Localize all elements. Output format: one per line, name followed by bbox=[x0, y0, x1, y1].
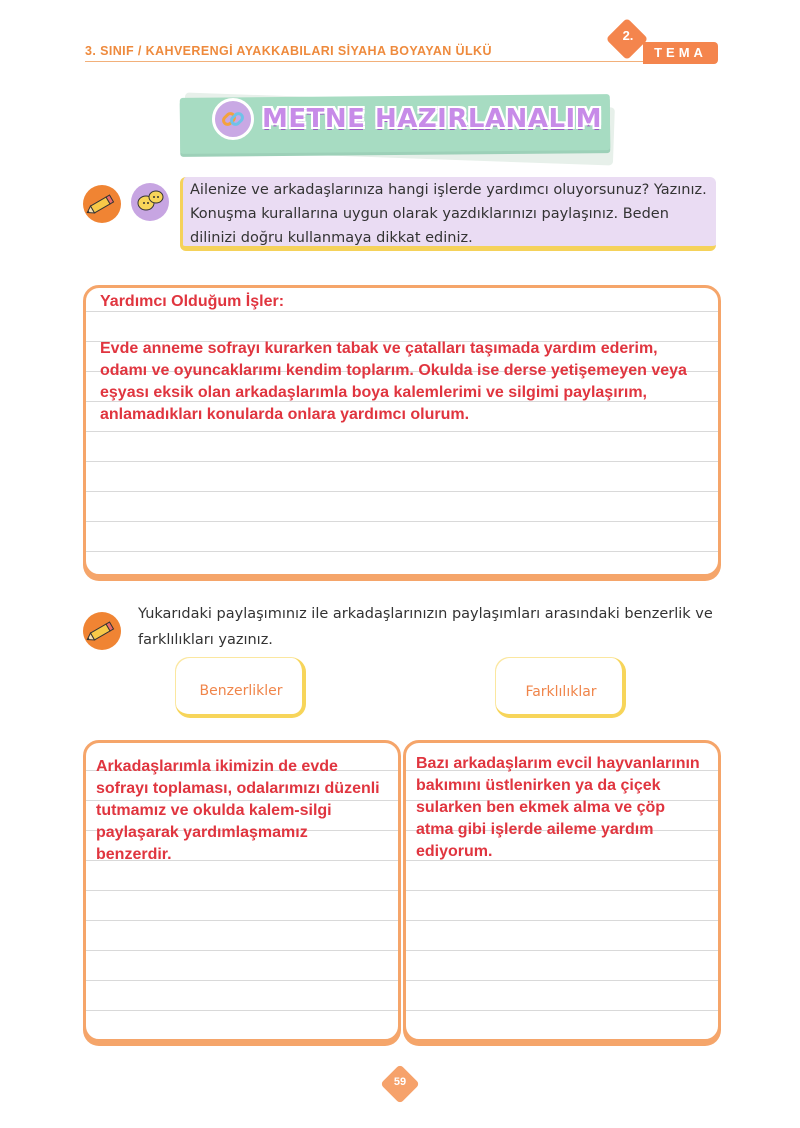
page-number: 59 bbox=[393, 1076, 407, 1088]
differences-label: Farklılıklar bbox=[525, 684, 597, 700]
writing-area-helping-tasks[interactable] bbox=[83, 285, 721, 577]
speech-bubbles-icon bbox=[131, 183, 169, 221]
instruction-text: Yukarıdaki paylaşımınız ile arkadaşlarınızın paylaşımları arasındaki benzerlik ve farklılıkları yazınız. bbox=[138, 606, 713, 648]
instruction-text: Ailenize ve arkadaşlarınıza hangi işlerde yardımcı oluyorsunuz? Yazınız. Konuşma kurallarına uygun olarak yazdıklarınızı paylaşınız. Beden dilinizi doğru kullanmaya dikkat ediniz. bbox=[190, 182, 707, 246]
breadcrumb: 3. SINIF / KAHVERENGİ AYAKKABILARI SİYAHA BOYAYAN ÜLKÜ bbox=[85, 44, 492, 58]
differences-answer: Bazı arkadaşlarım evcil hayvanlarının bakımını üstlenirken ya da çiçek sularken ben ekmek alma ve çöp atma gibi işlerde aileme yardım ediyorum. bbox=[416, 755, 700, 860]
pencil-icon bbox=[83, 185, 121, 223]
pencil-icon bbox=[83, 612, 121, 650]
header-divider bbox=[85, 61, 645, 62]
answer-text: Evde anneme sofrayı kurarken tabak ve çatalları taşımada yardım ederim, odamı ve oyuncaklarımı kendim toplarım. Okulda ise derse yetişemeyen veya eşyası eksik olan arkadaşlarımla boya kalemlerimi ve silgimi paylaşırım, anlamadıkları konularda onlara yardımcı olurum. bbox=[100, 340, 687, 423]
link-chain-icon bbox=[212, 98, 254, 140]
similarities-label: Benzerlikler bbox=[199, 683, 283, 699]
tema-label: TEMA bbox=[654, 45, 707, 60]
tema-number: 2. bbox=[622, 28, 634, 43]
page-title: METNE HAZIRLANALIM bbox=[262, 104, 603, 134]
writing-heading: Yardımcı Olduğum İşler: bbox=[100, 293, 285, 310]
similarities-answer: Arkadaşlarımla ikimizin de evde sofrayı toplaması, odalarımızı düzenli tutmamız ve okulda kalem-silgi paylaşarak yardımlaşmamız benzerdir. bbox=[96, 758, 380, 863]
